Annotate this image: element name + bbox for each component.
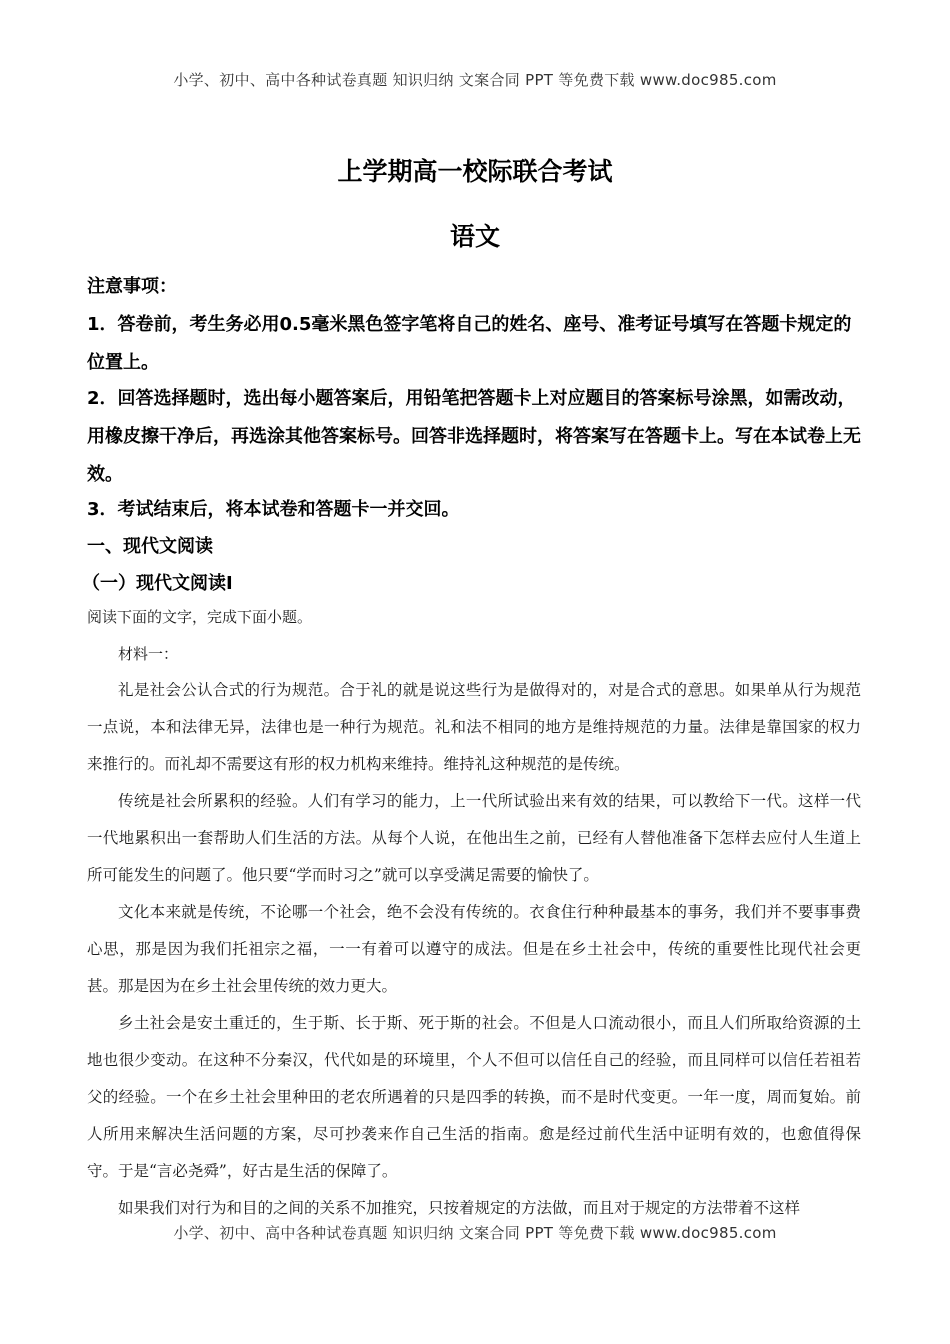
paragraph-4: 乡土社会是安土重迁的，生于斯、长于斯、死于斯的社会。不但是人口流动很小，而且人们所取给资源的土地也很少变动。在这种不分秦汉，代代如是的环境里，个人不但可以信任自己的经验，而且同样可以信任若祖若父的经验。一个在乡土社会里种田的老农所遇着的只是四季的转换，而不是时代变更。一年一度，周而复始。前人所用来解决生活问题的方案，尽可抄袭来作自己生活的指南。愈是经过前代生活中证明有效的，也愈值得保守。于是“言必尧舜”，好古是生活的保障了。 [87, 1014, 861, 1180]
exam-title: 上学期高一校际联合考试 [337, 157, 613, 186]
notice-heading: 注意事项： [87, 276, 177, 297]
notice-item-3: 3．考试结束后，将本试卷和答题卡一并交回。 [87, 499, 460, 520]
notice-item-2: 2．回答选择题时，选出每小题答案后，用铅笔把答题卡上对应题目的答案标号涂黑，如需改动，用橡皮擦干净后，再选涂其他答案标号。回答非选择题时，将答案写在答题卡上。写在本试卷上无效。 [87, 388, 861, 485]
material-label: 材料一： [118, 645, 179, 663]
subject-title: 语文 [449, 222, 500, 251]
header-banner: 小学、初中、高中各种试卷真题 知识归纳 文案合同 PPT 等免费下载 www.doc985.com [173, 71, 777, 89]
paragraph-2: 传统是社会所累积的经验。人们有学习的能力，上一代所试验出来有效的结果，可以教给下一代。这样一代一代地累积出一套帮助人们生活的方法。从每个人说，在他出生之前，已经有人替他准备下怎样去应付人生道上所可能发生的问题了。他只要“学而时习之”就可以享受满足需要的愉快了。 [87, 792, 861, 884]
paragraph-1: 礼是社会公认合式的行为规范。合于礼的就是说这些行为是做得对的，对是合式的意思。如果单从行为规范一点说，本和法律无异，法律也是一种行为规范。礼和法不相同的地方是维持规范的力量。法律是靠国家的权力来推行的。而礼却不需要这有形的权力机构来维持。维持礼这种规范的是传统。 [87, 681, 861, 773]
paragraph-3: 文化本来就是传统，不论哪一个社会，绝不会没有传统的。衣食住行种种最基本的事务，我们并不要事事费心思，那是因为我们托祖宗之福，一一有着可以遵守的成法。但是在乡土社会中，传统的重要性比现代社会更甚。那是因为在乡土社会里传统的效力更大。 [87, 903, 861, 995]
reading-instruction: 阅读下面的文字，完成下面小题。 [87, 608, 313, 626]
paragraph-5: 如果我们对行为和目的之间的关系不加推究，只按着规定的方法做，而且对于规定的方法带着不这样 [118, 1199, 801, 1217]
footer-banner: 小学、初中、高中各种试卷真题 知识归纳 文案合同 PPT 等免费下载 www.doc985.com [173, 1224, 777, 1242]
subsection-heading: （一）现代文阅读Ⅰ [82, 573, 233, 594]
notice-item-1: 1．答卷前，考生务必用0.5毫米黑色签字笔将自己的姓名、座号、准考证号填写在答题卡规定的位置上。 [87, 314, 852, 373]
section-heading: 一、现代文阅读 [87, 536, 213, 557]
